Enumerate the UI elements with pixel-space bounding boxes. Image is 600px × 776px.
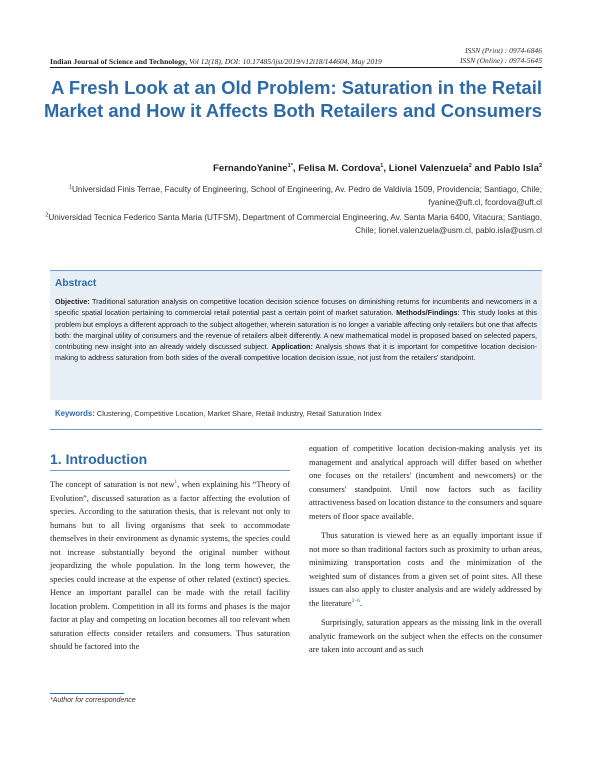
keywords-divider bbox=[50, 429, 542, 430]
keywords-line bbox=[55, 409, 381, 418]
header-divider bbox=[50, 67, 542, 68]
citation-ref[interactable]: 1 bbox=[174, 479, 178, 486]
intro-paragraph-2: equation of competitive location decision-making analysis yet its management and analytical approach will differ based on whether one focuses on the retailers' (incumbent and newcomers) or the consumers' standpoint. Until now factors such as facility attractiveness based on location distance to the consumers and square meters of floor space available. bbox=[309, 444, 542, 521]
right-column bbox=[309, 442, 542, 657]
keywords-text: Clustering, Competitive Location, Market Share, Retail Industry, Retail Saturation Index bbox=[94, 409, 382, 418]
author-4: Pablo Isla$^2$ bbox=[494, 162, 542, 174]
intro-paragraph-3: Thus saturation is viewed here as an equally important issue if not more so than traditional factors such as proximity to urban areas, minimizing transportation costs and the minimization of the weighted sum of distances from a given set of point sites. All these issues can also apply to cluster analysis and are widely addressed by the literature$^{2-6}$. bbox=[309, 531, 542, 608]
section-heading-introduction: 1. Introduction bbox=[50, 451, 148, 467]
abstract-heading: Abstract bbox=[55, 278, 97, 289]
issn-print: ISSN (Print) : 0974-6846 bbox=[465, 46, 542, 55]
intro-paragraph-1: The concept of saturation is not new$^1$, when explaining his “Theory of Evolution”, discussed saturation as a factor affecting the evolution of species. According to the saturation thesis, that is relevant not only to humans but to all living organisms that seek to accommodate themselves in their environment as dynamic systems, the species could not increase substantially beyond the original number without jeopardizing the whole population. In the long term however, the species could increase at the expense of other related (extinct) species. Hence an important parallel can be made with the retail facility location problem. Competition in all its forms and phases is the major factor at play and competing on location becomes all too relevant when saturation effects consider retailers and consumers. Thus saturation should be factored into the bbox=[50, 479, 290, 651]
left-column bbox=[50, 478, 290, 654]
journal-name: Indian Journal of Science and Technology, bbox=[50, 57, 188, 66]
keywords-label: Keywords: bbox=[55, 409, 95, 418]
issn-online: ISSN (Online) : 0974-5645 bbox=[459, 56, 542, 65]
journal-meta: Vol 12(18), DOI: 10.17485/ijst/2019/v12i18/144604, May 2019 bbox=[189, 57, 382, 66]
affiliation-1: $^1$Universidad Finis Terrae, Faculty of Engineering, School of Engineering, Av. Pedro de Valdivia 1509, Providencia; Santiago, Chile; fyanine@uft.cl, fcordova@uft.cl bbox=[68, 184, 542, 207]
intro-paragraph-4: Surprisingly, saturation appears as the missing link in the overall analytic framework on the subject when the effects on the consumer are taken into account and as such bbox=[309, 618, 542, 654]
issn-block bbox=[460, 46, 542, 66]
author-3: Lionel Valenzuela$^2$ and bbox=[388, 162, 495, 174]
footnote-correspondence: *Author for correspondence bbox=[50, 697, 136, 704]
affiliation-2: $^2$Universidad Tecnica Federico Santa Maria (UTFSM), Department of Commercial Engineering, Av. Santa Maria 6400, Vitacura; Santiago, Chile; lionel.valenzuela@usm.cl, pablo.isla@usm.cl bbox=[45, 212, 542, 235]
author-2: Felisa M. Cordova$^1$, bbox=[298, 162, 389, 174]
journal-citation bbox=[50, 57, 382, 66]
citation-ref[interactable]: 2–6 bbox=[351, 597, 360, 604]
author-1: FernandoYanine$^{1*}$, bbox=[213, 162, 299, 174]
author-list bbox=[213, 163, 542, 174]
abstract-text: Objective: Traditional saturation analysis on competitive location decision science focuses on diminishing returns for incumbents and newcomers in a specific spatial location pertaining to commercial retail potential past a certain point of market saturation. Methods/Findings: This study looks at this problem but employs a different approach to the subject altogether, wherein saturation is no longer a variable affecting only retailers but one that affects both: the marginal utility of consumers and the revenue of retailers albeit differently. A new mathematical model is proposed based on selected papers, contributing new insight into an already widely discussed subject. Application: Analysis shows that it is important for competitive location decision-making to address saturation from both sides of the overall competitive location decision issue, not just from the retailers' standpoint. bbox=[55, 297, 537, 363]
paper-title: A Fresh Look at an Old Problem: Saturation in the Retail Market and How it Affects Both Retailers and Consumers bbox=[43, 77, 542, 121]
section-divider bbox=[50, 470, 290, 471]
footnote-divider bbox=[50, 693, 124, 694]
